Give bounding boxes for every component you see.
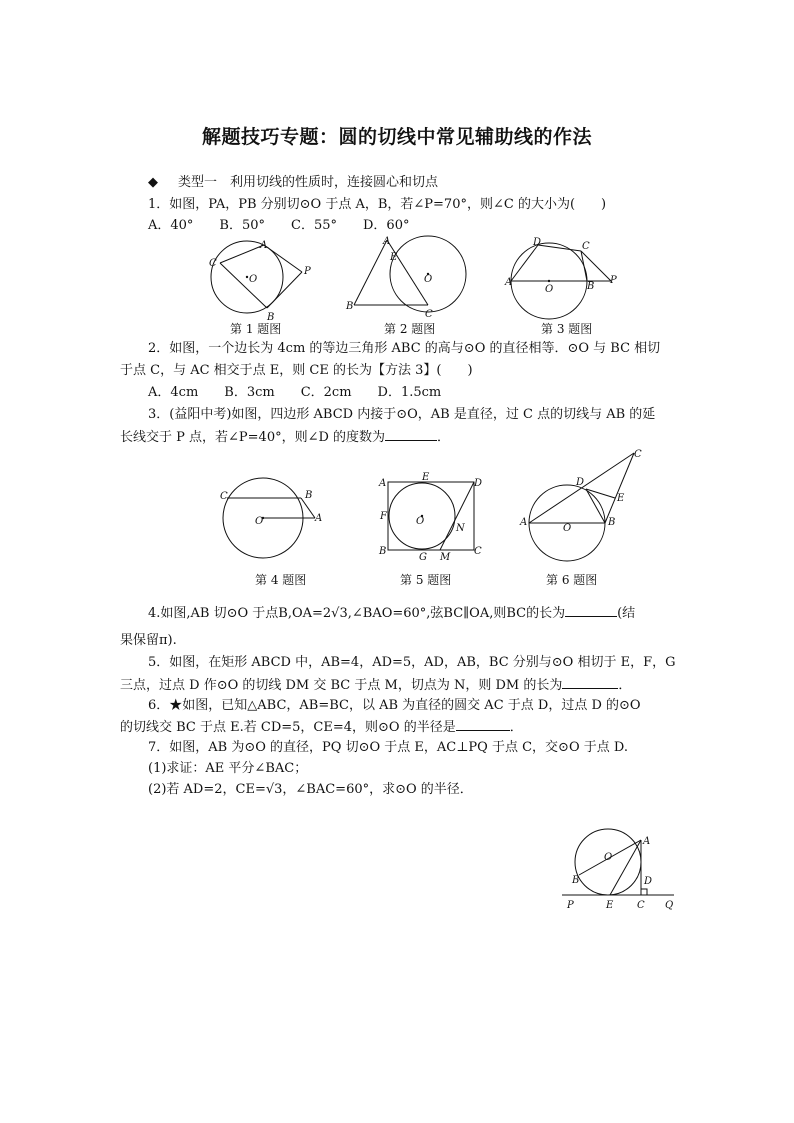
f1-label: P (304, 266, 311, 277)
q3-end: ． (437, 430, 451, 445)
f5-label: O (416, 516, 425, 527)
q3-line1: 3．(益阳中考)如图，四边形 ABCD 内接于⊙O，AB 是直径，过 C 点的切线与 AB 的延 (148, 407, 656, 422)
q4-line1 (148, 604, 635, 623)
caption-fig6: 第 6 题图 (546, 573, 598, 587)
f7-label: B (572, 875, 580, 886)
f5-label: M (440, 552, 451, 563)
q2-line1: 2．如图，一个边长为 4cm 的等边三角形 ABC 的高与⊙O 的直径相等．⊙O 与 BC 相切 (148, 341, 661, 356)
f5-label: N (456, 523, 465, 534)
answer-blank (565, 604, 617, 617)
f5-label: B (379, 546, 387, 557)
f7-label: A (643, 836, 651, 847)
f7-label: E (606, 900, 614, 911)
f5-label: G (419, 552, 427, 563)
section-bullet: ◆ (148, 175, 158, 190)
f4-label: O (255, 516, 264, 527)
figure-4 (215, 478, 335, 568)
f1-label: C (209, 258, 217, 269)
q4-line2: 果保留π). (120, 633, 177, 648)
q6-end: ． (509, 720, 523, 735)
f5-label: A (379, 478, 387, 489)
f6-label: C (634, 449, 642, 460)
caption-fig2: 第 2 题图 (384, 322, 436, 336)
q4-end: (结 (617, 606, 636, 621)
f6-label: O (563, 523, 572, 534)
f3-label: C (582, 241, 590, 252)
q3-text: 长线交于 P 点，若∠P=40°，则∠D 的度数为 (120, 430, 386, 445)
answer-blank (562, 676, 618, 689)
f6-label: B (608, 517, 616, 528)
q5-line1: 5．如图，在矩形 ABCD 中，AB=4，AD=5，AD，AB，BC 分别与⊙O 相切于 E，F，G (148, 655, 676, 670)
figure-1 (200, 236, 320, 322)
q2-options: A．4cm B．3cm C．2cm D．1.5cm (148, 385, 442, 400)
f5-label: C (474, 546, 482, 557)
q4-text: 4.如图,AB 切⊙O 于点B,OA=2√3,∠BAO=60°,弦BC∥OA,则BC的长为 (148, 606, 566, 621)
q7-line3: (2)若 AD=2，CE=√3，∠BAC=60°，求⊙O 的半径． (148, 782, 473, 797)
f3-label: D (533, 237, 542, 248)
f1-label: O (249, 274, 258, 285)
figure-6 (520, 448, 650, 568)
f2-label: O (424, 274, 433, 285)
q5-line2 (120, 676, 631, 695)
f7-label: D (644, 876, 653, 887)
section-label: 类型一 利用切线的性质时，连接圆心和切点 (178, 175, 439, 190)
f7-label: P (567, 900, 574, 911)
q5-end: ． (618, 678, 632, 693)
f7-label: C (637, 900, 645, 911)
f5-label: E (422, 472, 430, 483)
caption-fig1: 第 1 题图 (230, 322, 282, 336)
caption-fig5: 第 5 题图 (400, 573, 452, 587)
f4-label: C (220, 491, 228, 502)
f3-label: O (545, 284, 554, 295)
f2-label: B (346, 301, 354, 312)
f1-label: A (260, 240, 268, 251)
figure-3 (505, 236, 625, 322)
q7-line2: (1)求证：AE 平分∠BAC； (148, 761, 308, 776)
f7-label: O (604, 852, 613, 863)
f6-label: E (617, 493, 625, 504)
answer-blank (456, 718, 510, 731)
f6-label: A (520, 517, 528, 528)
q1-options: A．40° B．50° C．55° D．60° (148, 218, 410, 233)
q7-line1: 7．如图，AB 为⊙O 的直径，PQ 切⊙O 于点 E，AC⊥PQ 于点 C，交⊙O 于点 D. (148, 740, 628, 755)
q5-text: 三点，过点 D 作⊙O 的切线 DM 交 BC 于点 M，切点为 N，则 DM 的长为 (120, 678, 563, 693)
answer-blank (385, 428, 437, 441)
figure-5 (376, 474, 496, 564)
f3-label: P (610, 275, 617, 286)
f5-label: D (474, 478, 483, 489)
caption-fig3: 第 3 题图 (541, 322, 593, 336)
f6-label: D (576, 477, 585, 488)
f3-label: B (587, 281, 595, 292)
f2-label: C (425, 309, 433, 320)
f5-label: F (380, 511, 387, 522)
page-title: 解题技巧专题：圆的切线中常见辅助线的作法 (201, 126, 592, 148)
figure-2 (340, 232, 480, 322)
q2-line2: 于点 C，与 AC 相交于点 E，则 CE 的长为【方法 3】( ) (120, 363, 473, 378)
f7-label: Q (665, 900, 674, 911)
q6-line2 (120, 718, 523, 737)
figure-7 (562, 826, 684, 914)
q1-stem: 1．如图，PA，PB 分别切⊙O 于点 A，B，若∠P=70°，则∠C 的大小为( ) (148, 197, 607, 212)
f2-label: A (383, 236, 391, 247)
q6-line1: 6．★如图，已知△ABC，AB=BC，以 AB 为直径的圆交 AC 于点 D，过点 D 的⊙O (148, 698, 641, 713)
f2-label: E (390, 252, 398, 263)
f4-label: A (315, 513, 323, 524)
f3-label: A (505, 277, 513, 288)
q3-line2 (120, 428, 450, 447)
q6-text: 的切线交 BC 于点 E.若 CD=5，CE=4，则⊙O 的半径是 (120, 720, 456, 735)
caption-fig4: 第 4 题图 (255, 573, 307, 587)
f1-label: B (267, 312, 275, 323)
f4-label: B (305, 490, 313, 501)
